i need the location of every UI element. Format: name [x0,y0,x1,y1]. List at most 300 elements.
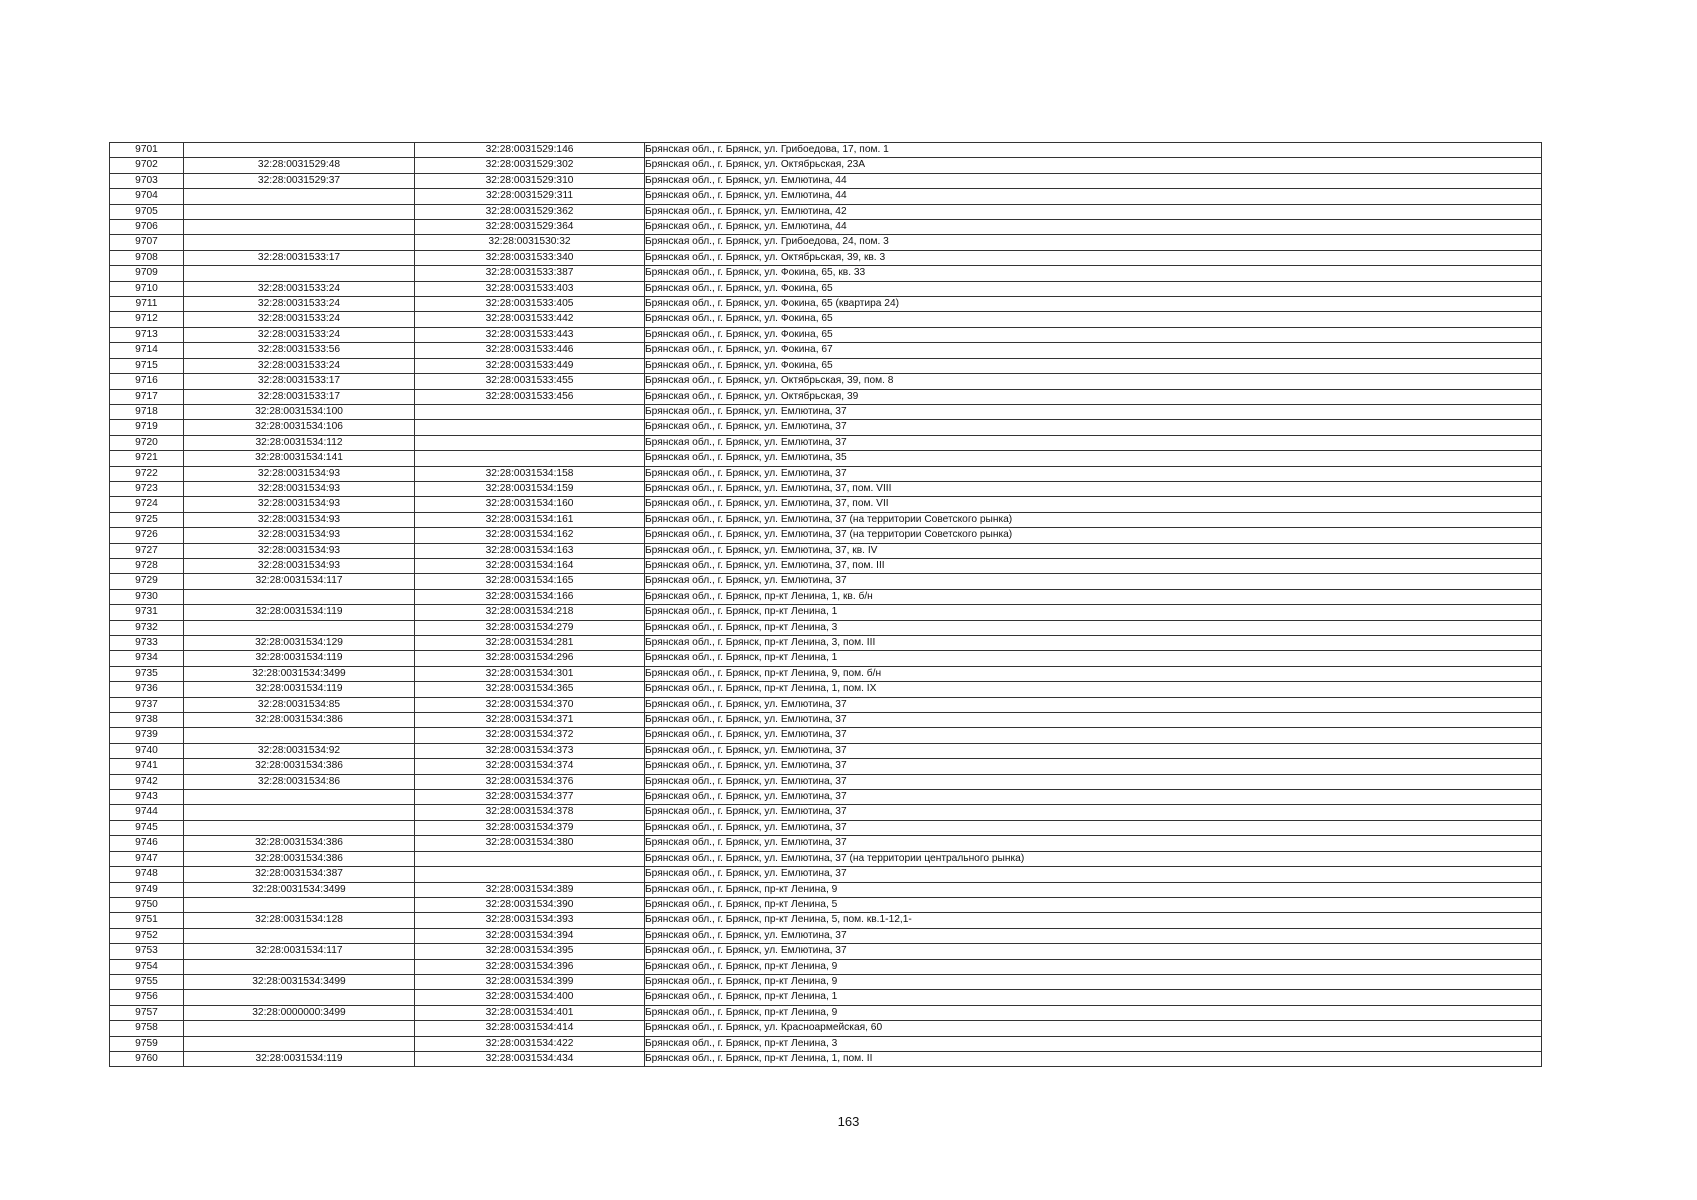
table-row [110,343,1542,358]
address-cell: Брянская обл., г. Брянск, ул. Емлютина, 37, пом. VII [645,497,1542,512]
cadastral-number-cell: 32:28:0031534:376 [415,774,645,789]
cadastral-number-cell [415,404,645,419]
row-number-cell: 9740 [110,743,184,758]
cadastral-number-cell: 32:28:0031534:400 [415,990,645,1005]
address-cell: Брянская обл., г. Брянск, пр-кт Ленина, 1 [645,651,1542,666]
address-cell: Брянская обл., г. Брянск, пр-кт Ленина, 1, пом. II [645,1051,1542,1066]
address-cell: Брянская обл., г. Брянск, ул. Емлютина, 37 [645,466,1542,481]
parent-cadastral-number-cell [184,235,415,250]
parent-cadastral-number-cell: 32:28:0031534:93 [184,512,415,527]
row-number-cell: 9759 [110,1036,184,1051]
row-number-cell: 9719 [110,420,184,435]
address-cell: Брянская обл., г. Брянск, ул. Емлютина, 37 (на территории Советского рынка) [645,512,1542,527]
address-cell: Брянская обл., г. Брянск, ул. Емлютина, 37, пом. III [645,558,1542,573]
address-cell: Брянская обл., г. Брянск, ул. Емлютина, 37 (на территории Советского рынка) [645,528,1542,543]
cadastral-number-cell [415,435,645,450]
row-number-cell: 9735 [110,666,184,681]
parent-cadastral-number-cell [184,1021,415,1036]
row-number-cell: 9731 [110,605,184,620]
parent-cadastral-number-cell: 32:28:0031534:119 [184,682,415,697]
row-number-cell: 9733 [110,636,184,651]
parent-cadastral-number-cell: 32:28:0031534:93 [184,543,415,558]
page-number: 163 [837,1114,860,1129]
row-number-cell: 9725 [110,512,184,527]
row-number-cell: 9710 [110,281,184,296]
table-row [110,574,1542,589]
row-number-cell: 9736 [110,682,184,697]
parent-cadastral-number-cell [184,220,415,235]
cadastral-number-cell: 32:28:0031529:146 [415,143,645,158]
table-row [110,697,1542,712]
address-cell: Брянская обл., г. Брянск, ул. Емлютина, 44 [645,220,1542,235]
address-cell: Брянская обл., г. Брянск, ул. Емлютина, 37 [645,420,1542,435]
address-cell: Брянская обл., г. Брянск, ул. Емлютина, 37 [645,743,1542,758]
cadastral-number-cell: 32:28:0031534:399 [415,974,645,989]
parent-cadastral-number-cell: 32:28:0031534:141 [184,451,415,466]
address-cell: Брянская обл., г. Брянск, ул. Емлютина, 37 [645,759,1542,774]
parent-cadastral-number-cell: 32:28:0031534:386 [184,759,415,774]
address-cell: Брянская обл., г. Брянск, ул. Фокина, 67 [645,343,1542,358]
cadastral-number-cell: 32:28:0031534:401 [415,1005,645,1020]
parent-cadastral-number-cell: 32:28:0031534:119 [184,1051,415,1066]
table-row [110,790,1542,805]
parent-cadastral-number-cell: 32:28:0031534:119 [184,605,415,620]
table-row [110,281,1542,296]
cadastral-number-cell: 32:28:0031533:387 [415,266,645,281]
parent-cadastral-number-cell: 32:28:0031534:100 [184,404,415,419]
address-cell: Брянская обл., г. Брянск, ул. Емлютина, 37, кв. IV [645,543,1542,558]
row-number-cell: 9708 [110,250,184,265]
parent-cadastral-number-cell: 32:28:0031533:24 [184,297,415,312]
parent-cadastral-number-cell: 32:28:0031534:93 [184,497,415,512]
parent-cadastral-number-cell: 32:28:0031534:3499 [184,974,415,989]
parent-cadastral-number-cell [184,1036,415,1051]
cadastral-number-cell: 32:28:0031534:159 [415,481,645,496]
row-number-cell: 9749 [110,882,184,897]
cadastral-number-cell: 32:28:0031534:378 [415,805,645,820]
parent-cadastral-number-cell: 32:28:0031529:48 [184,158,415,173]
row-number-cell: 9726 [110,528,184,543]
table-row [110,497,1542,512]
address-cell: Брянская обл., г. Брянск, ул. Емлютина, 37 [645,435,1542,450]
table-row [110,404,1542,419]
table-row [110,1005,1542,1020]
address-cell: Брянская обл., г. Брянск, пр-кт Ленина, 9 [645,1005,1542,1020]
parent-cadastral-number-cell: 32:28:0031533:17 [184,389,415,404]
parent-cadastral-number-cell: 32:28:0031534:93 [184,481,415,496]
address-cell: Брянская обл., г. Брянск, пр-кт Ленина, 3 [645,1036,1542,1051]
row-number-cell: 9704 [110,189,184,204]
table-row [110,358,1542,373]
parent-cadastral-number-cell: 32:28:0031534:93 [184,558,415,573]
table-row [110,820,1542,835]
address-cell: Брянская обл., г. Брянск, ул. Емлютина, 35 [645,451,1542,466]
table-row [110,836,1542,851]
table-row [110,466,1542,481]
row-number-cell: 9705 [110,204,184,219]
address-cell: Брянская обл., г. Брянск, ул. Емлютина, 44 [645,189,1542,204]
parent-cadastral-number-cell: 32:28:0031534:106 [184,420,415,435]
row-number-cell: 9722 [110,466,184,481]
row-number-cell: 9715 [110,358,184,373]
row-number-cell: 9706 [110,220,184,235]
row-number-cell: 9716 [110,374,184,389]
parent-cadastral-number-cell [184,897,415,912]
parent-cadastral-number-cell [184,620,415,635]
table-row [110,528,1542,543]
parent-cadastral-number-cell: 32:28:0031534:386 [184,713,415,728]
parent-cadastral-number-cell [184,589,415,604]
table-row [110,1051,1542,1066]
parent-cadastral-number-cell: 32:28:0031534:92 [184,743,415,758]
address-cell: Брянская обл., г. Брянск, пр-кт Ленина, 9 [645,959,1542,974]
row-number-cell: 9734 [110,651,184,666]
parent-cadastral-number-cell: 32:28:0031533:56 [184,343,415,358]
parent-cadastral-number-cell: 32:28:0031534:86 [184,774,415,789]
table-row [110,189,1542,204]
parent-cadastral-number-cell: 32:28:0031534:85 [184,697,415,712]
row-number-cell: 9760 [110,1051,184,1066]
address-cell: Брянская обл., г. Брянск, ул. Емлютина, 37 [645,836,1542,851]
table-row [110,435,1542,450]
parent-cadastral-number-cell: 32:28:0031533:24 [184,358,415,373]
address-cell: Брянская обл., г. Брянск, ул. Емлютина, 42 [645,204,1542,219]
table-row [110,666,1542,681]
address-cell: Брянская обл., г. Брянск, ул. Фокина, 65, кв. 33 [645,266,1542,281]
address-cell: Брянская обл., г. Брянск, ул. Красноармейская, 60 [645,1021,1542,1036]
table-row [110,882,1542,897]
address-cell: Брянская обл., г. Брянск, пр-кт Ленина, 9, пом. б/н [645,666,1542,681]
row-number-cell: 9720 [110,435,184,450]
row-number-cell: 9724 [110,497,184,512]
table-row [110,374,1542,389]
parent-cadastral-number-cell: 32:28:0031534:3499 [184,882,415,897]
cadastral-number-cell: 32:28:0031534:163 [415,543,645,558]
row-number-cell: 9756 [110,990,184,1005]
cadastral-number-cell: 32:28:0031534:160 [415,497,645,512]
table-row [110,266,1542,281]
registry-table [109,142,1542,1067]
table-row [110,173,1542,188]
table-row [110,605,1542,620]
parent-cadastral-number-cell: 32:28:0031534:386 [184,836,415,851]
table-row [110,774,1542,789]
row-number-cell: 9743 [110,790,184,805]
row-number-cell: 9718 [110,404,184,419]
parent-cadastral-number-cell: 32:28:0031533:17 [184,250,415,265]
cadastral-number-cell: 32:28:0031529:302 [415,158,645,173]
cadastral-number-cell: 32:28:0031533:443 [415,327,645,342]
table-row [110,558,1542,573]
cadastral-number-cell: 32:28:0031533:340 [415,250,645,265]
cadastral-number-cell: 32:28:0031534:166 [415,589,645,604]
address-cell: Брянская обл., г. Брянск, пр-кт Ленина, 3, пом. III [645,636,1542,651]
parent-cadastral-number-cell [184,928,415,943]
parent-cadastral-number-cell: 32:28:0031533:24 [184,312,415,327]
parent-cadastral-number-cell: 32:28:0031534:93 [184,528,415,543]
table-row [110,589,1542,604]
table-row [110,204,1542,219]
row-number-cell: 9728 [110,558,184,573]
parent-cadastral-number-cell [184,266,415,281]
row-number-cell: 9754 [110,959,184,974]
address-cell: Брянская обл., г. Брянск, ул. Октябрьская, 39, пом. 8 [645,374,1542,389]
cadastral-number-cell: 32:28:0031534:380 [415,836,645,851]
cadastral-number-cell [415,420,645,435]
table-row [110,990,1542,1005]
cadastral-number-cell: 32:28:0031534:396 [415,959,645,974]
row-number-cell: 9742 [110,774,184,789]
address-cell: Брянская обл., г. Брянск, ул. Фокина, 65 [645,312,1542,327]
row-number-cell: 9748 [110,867,184,882]
cadastral-number-cell [415,451,645,466]
parent-cadastral-number-cell: 32:28:0031534:386 [184,851,415,866]
table-row [110,312,1542,327]
address-cell: Брянская обл., г. Брянск, ул. Фокина, 65 [645,327,1542,342]
cadastral-number-cell [415,851,645,866]
table-row [110,235,1542,250]
address-cell: Брянская обл., г. Брянск, ул. Октябрьская, 23А [645,158,1542,173]
cadastral-number-cell: 32:28:0031533:456 [415,389,645,404]
row-number-cell: 9737 [110,697,184,712]
cadastral-number-cell: 32:28:0031534:279 [415,620,645,635]
parent-cadastral-number-cell: 32:28:0031534:117 [184,944,415,959]
table-row [110,759,1542,774]
table-row [110,1021,1542,1036]
address-cell: Брянская обл., г. Брянск, пр-кт Ленина, 3 [645,620,1542,635]
address-cell: Брянская обл., г. Брянск, ул. Емлютина, 37 [645,867,1542,882]
cadastral-number-cell: 32:28:0031533:403 [415,281,645,296]
cadastral-number-cell: 32:28:0031529:310 [415,173,645,188]
cadastral-number-cell: 32:28:0031534:394 [415,928,645,943]
table-row [110,651,1542,666]
address-cell: Брянская обл., г. Брянск, ул. Фокина, 65 (квартира 24) [645,297,1542,312]
row-number-cell: 9753 [110,944,184,959]
cadastral-number-cell: 32:28:0031533:405 [415,297,645,312]
cadastral-number-cell: 32:28:0031533:446 [415,343,645,358]
row-number-cell: 9730 [110,589,184,604]
address-cell: Брянская обл., г. Брянск, пр-кт Ленина, 9 [645,882,1542,897]
table-row [110,389,1542,404]
cadastral-number-cell [415,867,645,882]
parent-cadastral-number-cell [184,990,415,1005]
table-row [110,728,1542,743]
parent-cadastral-number-cell [184,805,415,820]
cadastral-number-cell: 32:28:0031534:373 [415,743,645,758]
row-number-cell: 9711 [110,297,184,312]
row-number-cell: 9732 [110,620,184,635]
table-row [110,512,1542,527]
cadastral-number-cell: 32:28:0031534:389 [415,882,645,897]
table-row [110,143,1542,158]
address-cell: Брянская обл., г. Брянск, ул. Емлютина, 37 [645,774,1542,789]
address-cell: Брянская обл., г. Брянск, ул. Фокина, 65 [645,358,1542,373]
table-row [110,481,1542,496]
row-number-cell: 9709 [110,266,184,281]
table-row [110,158,1542,173]
row-number-cell: 9712 [110,312,184,327]
table-row [110,867,1542,882]
row-number-cell: 9755 [110,974,184,989]
address-cell: Брянская обл., г. Брянск, ул. Емлютина, 37, пом. VIII [645,481,1542,496]
parent-cadastral-number-cell [184,820,415,835]
parent-cadastral-number-cell: 32:28:0031534:93 [184,466,415,481]
table-row [110,944,1542,959]
table-row [110,805,1542,820]
address-cell: Брянская обл., г. Брянск, ул. Емлютина, 37 [645,713,1542,728]
table-row [110,713,1542,728]
row-number-cell: 9701 [110,143,184,158]
row-number-cell: 9738 [110,713,184,728]
address-cell: Брянская обл., г. Брянск, ул. Емлютина, 37 [645,820,1542,835]
parent-cadastral-number-cell: 32:28:0031534:129 [184,636,415,651]
table-row [110,451,1542,466]
address-cell: Брянская обл., г. Брянск, ул. Емлютина, 37 (на территории центрального рынка) [645,851,1542,866]
address-cell: Брянская обл., г. Брянск, пр-кт Ленина, 1, кв. б/н [645,589,1542,604]
cadastral-number-cell: 32:28:0031533:455 [415,374,645,389]
row-number-cell: 9745 [110,820,184,835]
table-row [110,620,1542,635]
cadastral-number-cell: 32:28:0031534:395 [415,944,645,959]
address-cell: Брянская обл., г. Брянск, ул. Грибоедова, 17, пом. 1 [645,143,1542,158]
address-cell: Брянская обл., г. Брянск, пр-кт Ленина, 1 [645,605,1542,620]
address-cell: Брянская обл., г. Брянск, ул. Емлютина, 37 [645,404,1542,419]
row-number-cell: 9717 [110,389,184,404]
address-cell: Брянская обл., г. Брянск, ул. Октябрьская, 39 [645,389,1542,404]
cadastral-number-cell: 32:28:0031533:442 [415,312,645,327]
row-number-cell: 9707 [110,235,184,250]
parent-cadastral-number-cell: 32:28:0031534:119 [184,651,415,666]
parent-cadastral-number-cell: 32:28:0031534:128 [184,913,415,928]
cadastral-number-cell: 32:28:0031529:311 [415,189,645,204]
cadastral-number-cell: 32:28:0031534:434 [415,1051,645,1066]
cadastral-number-cell: 32:28:0031534:165 [415,574,645,589]
cadastral-number-cell: 32:28:0031534:164 [415,558,645,573]
cadastral-number-cell: 32:28:0031534:370 [415,697,645,712]
parent-cadastral-number-cell [184,728,415,743]
parent-cadastral-number-cell: 32:28:0031529:37 [184,173,415,188]
row-number-cell: 9727 [110,543,184,558]
row-number-cell: 9703 [110,173,184,188]
cadastral-number-cell: 32:28:0031534:162 [415,528,645,543]
table-row [110,297,1542,312]
cadastral-number-cell: 32:28:0031529:362 [415,204,645,219]
parent-cadastral-number-cell: 32:28:0031533:17 [184,374,415,389]
row-number-cell: 9747 [110,851,184,866]
cadastral-number-cell: 32:28:0031534:422 [415,1036,645,1051]
address-cell: Брянская обл., г. Брянск, ул. Емлютина, 37 [645,574,1542,589]
address-cell: Брянская обл., г. Брянск, ул. Емлютина, 37 [645,805,1542,820]
cadastral-number-cell: 32:28:0031533:449 [415,358,645,373]
row-number-cell: 9750 [110,897,184,912]
parent-cadastral-number-cell: 32:28:0000000:3499 [184,1005,415,1020]
cadastral-number-cell: 32:28:0031534:158 [415,466,645,481]
cadastral-number-cell: 32:28:0031534:371 [415,713,645,728]
cadastral-number-cell: 32:28:0031534:296 [415,651,645,666]
row-number-cell: 9752 [110,928,184,943]
address-cell: Брянская обл., г. Брянск, пр-кт Ленина, 9 [645,974,1542,989]
row-number-cell: 9729 [110,574,184,589]
address-cell: Брянская обл., г. Брянск, пр-кт Ленина, 1, пом. IX [645,682,1542,697]
parent-cadastral-number-cell [184,790,415,805]
row-number-cell: 9739 [110,728,184,743]
table-row [110,420,1542,435]
address-cell: Брянская обл., г. Брянск, ул. Октябрьская, 39, кв. 3 [645,250,1542,265]
address-cell: Брянская обл., г. Брянск, ул. Фокина, 65 [645,281,1542,296]
parent-cadastral-number-cell: 32:28:0031533:24 [184,327,415,342]
table-row [110,851,1542,866]
address-cell: Брянская обл., г. Брянск, ул. Емлютина, 44 [645,173,1542,188]
row-number-cell: 9714 [110,343,184,358]
cadastral-number-cell: 32:28:0031534:393 [415,913,645,928]
row-number-cell: 9721 [110,451,184,466]
cadastral-number-cell: 32:28:0031534:374 [415,759,645,774]
table-row [110,636,1542,651]
cadastral-number-cell: 32:28:0031534:390 [415,897,645,912]
address-cell: Брянская обл., г. Брянск, пр-кт Ленина, 5 [645,897,1542,912]
address-cell: Брянская обл., г. Брянск, ул. Емлютина, 37 [645,728,1542,743]
parent-cadastral-number-cell [184,189,415,204]
table-row [110,543,1542,558]
table-row [110,913,1542,928]
table-row [110,974,1542,989]
cadastral-number-cell: 32:28:0031534:365 [415,682,645,697]
address-cell: Брянская обл., г. Брянск, ул. Емлютина, 37 [645,697,1542,712]
parent-cadastral-number-cell: 32:28:0031534:3499 [184,666,415,681]
parent-cadastral-number-cell: 32:28:0031534:387 [184,867,415,882]
table-row [110,743,1542,758]
row-number-cell: 9751 [110,913,184,928]
parent-cadastral-number-cell [184,959,415,974]
registry-table-body [110,143,1542,1067]
cadastral-number-cell: 32:28:0031534:377 [415,790,645,805]
address-cell: Брянская обл., г. Брянск, ул. Емлютина, 37 [645,790,1542,805]
address-cell: Брянская обл., г. Брянск, ул. Емлютина, 37 [645,928,1542,943]
table-row [110,327,1542,342]
parent-cadastral-number-cell [184,204,415,219]
cadastral-number-cell: 32:28:0031534:301 [415,666,645,681]
row-number-cell: 9723 [110,481,184,496]
address-cell: Брянская обл., г. Брянск, пр-кт Ленина, 5, пом. кв.1-12,1- [645,913,1542,928]
table-row [110,897,1542,912]
cadastral-number-cell: 32:28:0031534:379 [415,820,645,835]
row-number-cell: 9702 [110,158,184,173]
table-row [110,250,1542,265]
parent-cadastral-number-cell: 32:28:0031533:24 [184,281,415,296]
cadastral-number-cell: 32:28:0031534:414 [415,1021,645,1036]
address-cell: Брянская обл., г. Брянск, ул. Грибоедова, 24, пом. 3 [645,235,1542,250]
cadastral-number-cell: 32:28:0031534:161 [415,512,645,527]
table-row [110,928,1542,943]
table-row [110,1036,1542,1051]
table-row [110,682,1542,697]
cadastral-number-cell: 32:28:0031529:364 [415,220,645,235]
address-cell: Брянская обл., г. Брянск, пр-кт Ленина, 1 [645,990,1542,1005]
row-number-cell: 9758 [110,1021,184,1036]
parent-cadastral-number-cell: 32:28:0031534:112 [184,435,415,450]
cadastral-number-cell: 32:28:0031534:218 [415,605,645,620]
row-number-cell: 9741 [110,759,184,774]
cadastral-number-cell: 32:28:0031534:281 [415,636,645,651]
table-row [110,220,1542,235]
parent-cadastral-number-cell: 32:28:0031534:117 [184,574,415,589]
row-number-cell: 9746 [110,836,184,851]
table-row [110,959,1542,974]
row-number-cell: 9757 [110,1005,184,1020]
row-number-cell: 9744 [110,805,184,820]
address-cell: Брянская обл., г. Брянск, ул. Емлютина, 37 [645,944,1542,959]
row-number-cell: 9713 [110,327,184,342]
